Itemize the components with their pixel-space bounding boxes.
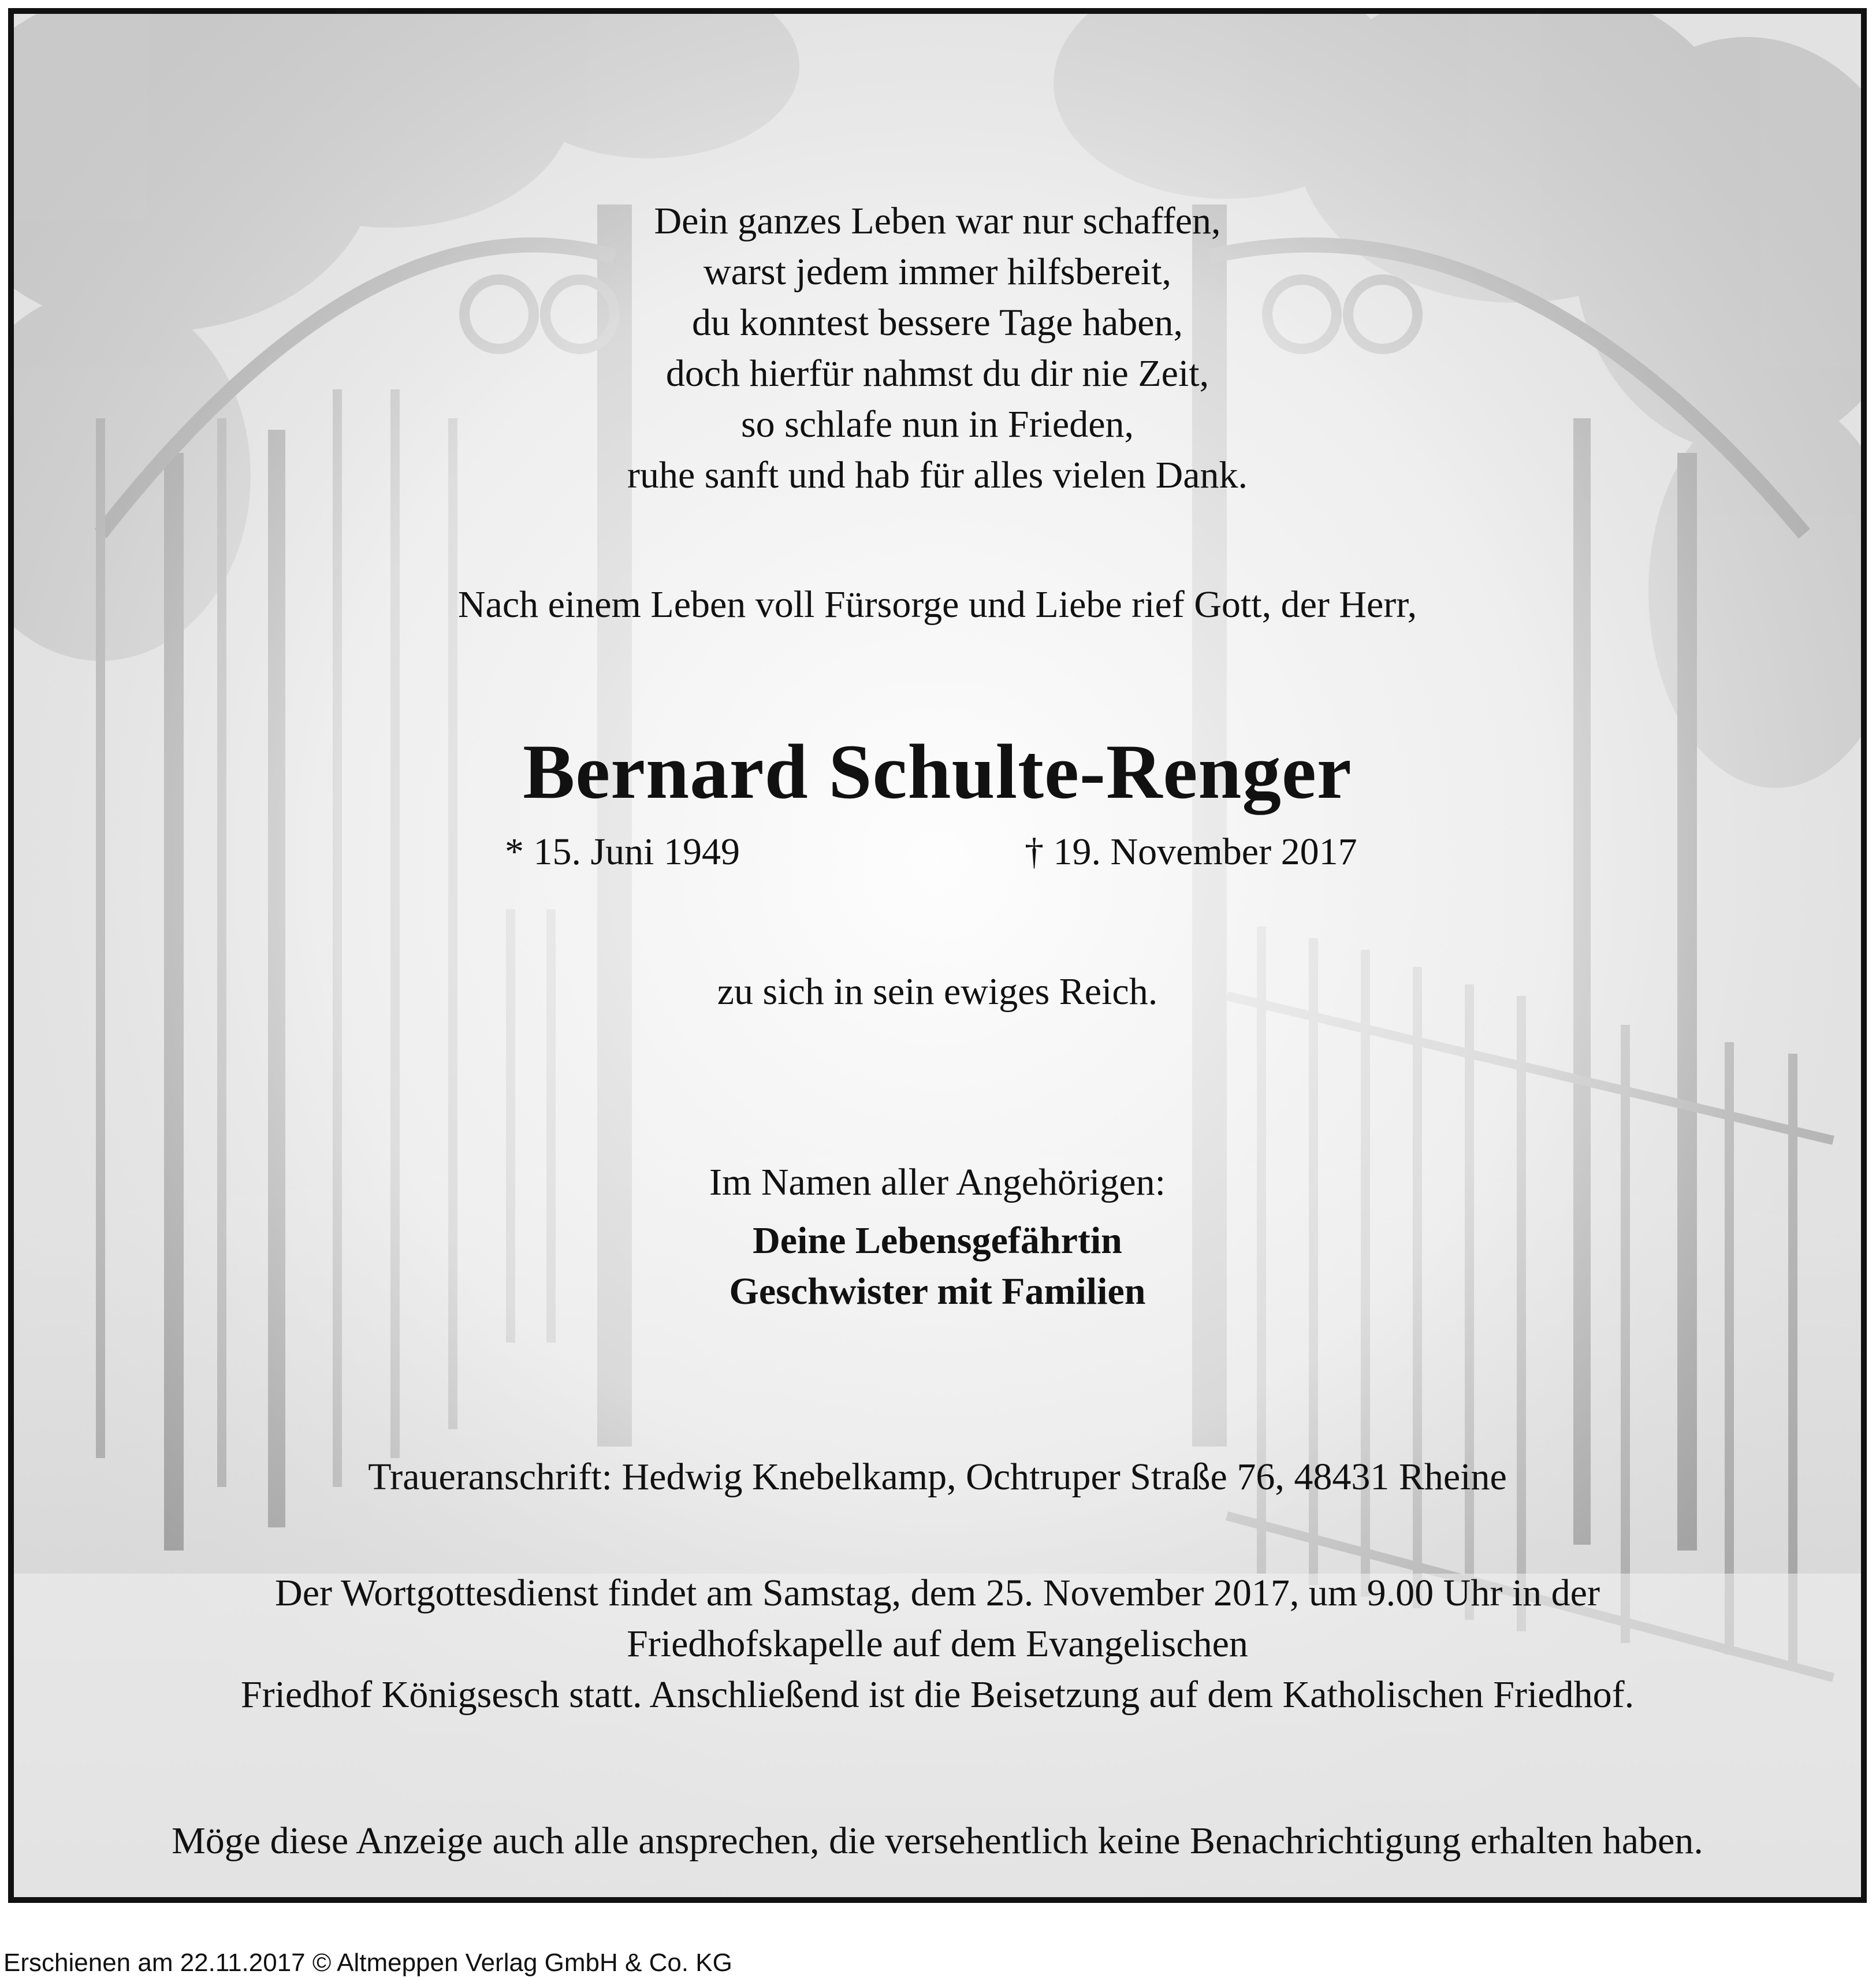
poem-line: ruhe sanft und hab für alles vielen Dank.: [627, 454, 1248, 496]
poem-line: doch hierfür nahmst du dir nie Zeit,: [665, 352, 1209, 395]
deceased-name: Bernard Schulte-Renger: [523, 729, 1352, 815]
obituary-frame: [8, 8, 1867, 1903]
poem-line: Dein ganzes Leben war nur schaffen,: [654, 200, 1221, 242]
mourner-line: Deine Lebensgefährtin: [753, 1219, 1122, 1262]
service-line: Friedhof Königsesch statt. Anschließend ist die Beisetzung auf dem Katholischen Friedhof.: [240, 1674, 1635, 1716]
mourner-line: Geschwister mit Familien: [729, 1270, 1146, 1313]
service-info: [14, 1568, 1861, 1720]
intro-text: Nach einem Leben voll Fürsorge und Liebe rief Gott, der Herr,: [457, 583, 1417, 626]
poem-line: so schlafe nun in Frieden,: [740, 403, 1134, 445]
outro-text: zu sich in sein ewiges Reich.: [717, 971, 1158, 1013]
poem: [14, 196, 1861, 501]
service-line: Friedhofskapelle auf dem Evangelischen: [627, 1623, 1248, 1665]
birth-date: * 15. Juni 1949: [505, 831, 740, 873]
mourning-address: Traueranschrift: Hedwig Knebelkamp, Ochtruper Straße 76, 48431 Rheine: [368, 1456, 1507, 1498]
publication-footer: Erschienen am 22.11.2017 © Altmeppen Verlag GmbH & Co. KG: [3, 1949, 732, 1977]
mourners-intro: Im Namen aller Angehörigen:: [709, 1161, 1166, 1203]
mourners-list: [14, 1215, 1861, 1317]
closing-note: Möge diese Anzeige auch alle ansprechen, die versehentlich keine Benachrichtigung erhalten haben.: [172, 1820, 1703, 1862]
service-line: Der Wortgottesdienst findet am Samstag, dem 25. November 2017, um 9.00 Uhr in der: [275, 1572, 1600, 1614]
poem-line: du konntest bessere Tage haben,: [691, 302, 1183, 344]
poem-line: warst jedem immer hilfsbereit,: [703, 251, 1172, 293]
death-date: † 19. November 2017: [1025, 831, 1357, 873]
